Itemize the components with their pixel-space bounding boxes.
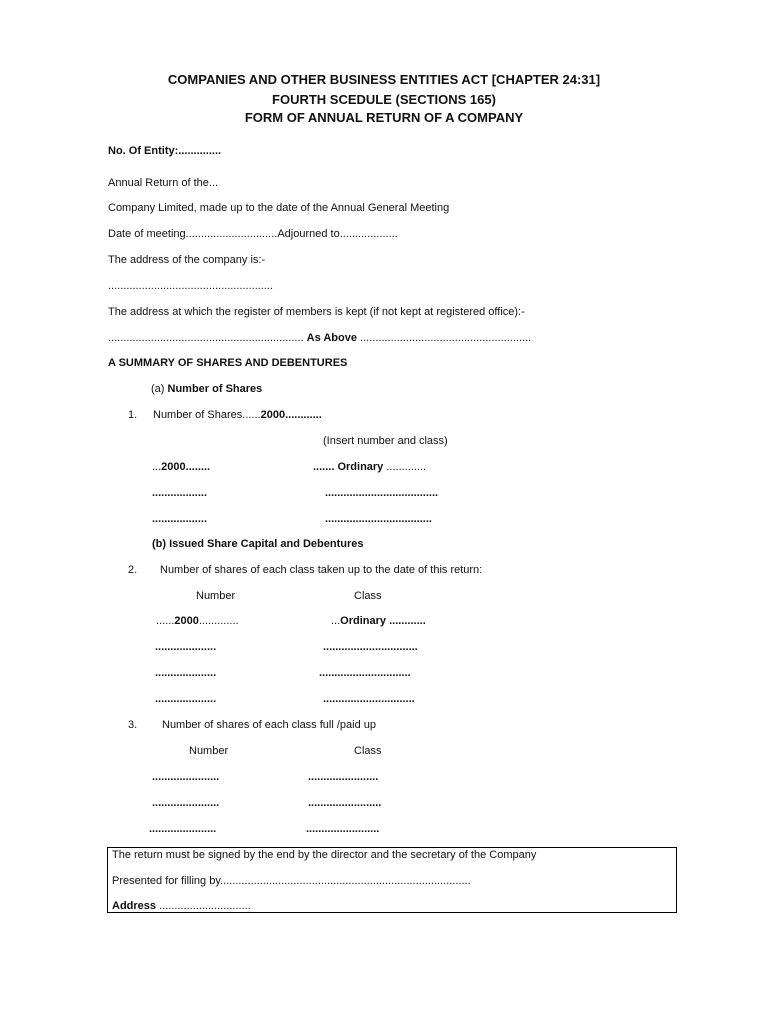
shares-row-3-number: .................. <box>152 513 208 525</box>
taken-row-3-number: .................... <box>155 667 217 679</box>
insert-number-hint: (Insert number and class) <box>323 435 448 447</box>
paid-row-1-number: ...................... <box>152 771 220 783</box>
shares-row-2-number: .................. <box>152 487 208 499</box>
item-2-number: 2. <box>128 564 138 576</box>
item-3-col-class: Class <box>354 745 382 757</box>
paid-row-3-class: ........................ <box>306 823 380 835</box>
summary-title: A SUMMARY OF SHARES AND DEBENTURES <box>108 357 348 369</box>
taken-row-1-number-pre: ...... <box>156 615 175 627</box>
taken-row-2-number: .................... <box>155 641 217 653</box>
register-address-value: As Above <box>306 332 357 344</box>
footer-address-line <box>112 899 251 913</box>
shares-row-3-class: ................................... <box>325 513 432 525</box>
shares-row-1-number-value: 2000 <box>161 461 186 473</box>
item-1-number: 1. <box>128 409 138 421</box>
item-1-value: 2000 <box>260 409 286 421</box>
signature-instruction: The return must be signed by the end by the director and the secretary of the Company <box>112 849 537 861</box>
shares-row-1-number-post: ........ <box>185 461 211 473</box>
register-dots-before: ................................................................ <box>108 332 304 344</box>
taken-row-1-class-post: ............ <box>386 615 426 627</box>
shares-row-1-number-pre: ... <box>152 461 162 473</box>
footer-address-label: Address <box>112 900 157 912</box>
paid-row-2-number: ...................... <box>152 797 220 809</box>
taken-row-1-class-value: Ordinary <box>340 615 387 627</box>
item-2-text: Number of shares of each class taken up to the date of this return: <box>160 564 483 576</box>
taken-row-1-number-post: ............. <box>198 615 239 627</box>
register-address-line <box>108 331 531 345</box>
register-address-label: The address at which the register of members is kept (if not kept at registered office):- <box>108 306 525 318</box>
taken-row-3-class: .............................. <box>319 667 411 679</box>
item-2-col-number: Number <box>196 590 236 602</box>
item-1-suffix: ............ <box>285 409 322 421</box>
taken-row-1-number-value: 2000 <box>174 615 199 627</box>
taken-row-1-class-pre: ... <box>331 615 341 627</box>
paid-row-3-number: ...................... <box>149 823 217 835</box>
section-a-heading <box>151 382 262 396</box>
item-3-col-number: Number <box>189 745 229 757</box>
shares-row-1-class-pre: ....... <box>313 461 338 473</box>
shares-row-1-class-post: ............. <box>383 461 427 473</box>
signature-box <box>107 847 677 913</box>
taken-row-4-number: .................... <box>155 693 217 705</box>
item-2-col-class: Class <box>354 590 382 602</box>
company-address-dots: ...................................................... <box>108 280 274 292</box>
shares-row-1-class-value: Ordinary <box>337 461 384 473</box>
company-limited-line: Company Limited, made up to the date of the Annual General Meeting <box>108 202 450 214</box>
taken-row-1-class <box>331 614 426 628</box>
shares-row-2-class: ..................................... <box>325 487 439 499</box>
section-a-title: Number of Shares <box>167 383 263 395</box>
shares-row-1-number <box>152 460 210 474</box>
form-heading-title: FORM OF ANNUAL RETURN OF A COMPANY <box>244 110 524 125</box>
entity-number-line <box>108 144 221 158</box>
company-address-label: The address of the company is:- <box>108 254 266 266</box>
presented-by-line: Presented for filling by.................................................................................. <box>112 875 471 887</box>
shares-row-1-class <box>313 460 426 474</box>
section-b-heading: (b) Issued Share Capital and Debentures <box>152 538 364 550</box>
entity-number-label: No. Of Entity: <box>108 145 179 157</box>
paid-row-2-class: ........................ <box>308 797 382 809</box>
taken-row-1-number <box>156 614 239 628</box>
item-3-text: Number of shares of each class full /paid up <box>162 719 377 731</box>
form-heading-act: COMPANIES AND OTHER BUSINESS ENTITIES ACT [CHAPTER 24:31] <box>167 72 601 87</box>
entity-number-dots: .............. <box>178 145 222 157</box>
date-of-meeting-line: Date of meeting..............................Adjourned to................... <box>108 228 398 240</box>
taken-row-2-class: ............................... <box>323 641 418 653</box>
paid-row-1-class: ....................... <box>308 771 379 783</box>
form-heading-schedule: FOURTH SCEDULE (SECTIONS 165) <box>272 92 496 107</box>
item-1-text <box>153 408 322 422</box>
register-dots-after: ........................................................ <box>360 332 532 344</box>
item-1-prefix: Number of Shares...... <box>153 409 261 421</box>
taken-row-4-class: .............................. <box>323 693 415 705</box>
footer-address-dots: .............................. <box>156 900 251 912</box>
section-a-prefix: (a) <box>151 383 165 395</box>
item-3-number: 3. <box>128 719 138 731</box>
annual-return-line: Annual Return of the... <box>108 177 219 189</box>
